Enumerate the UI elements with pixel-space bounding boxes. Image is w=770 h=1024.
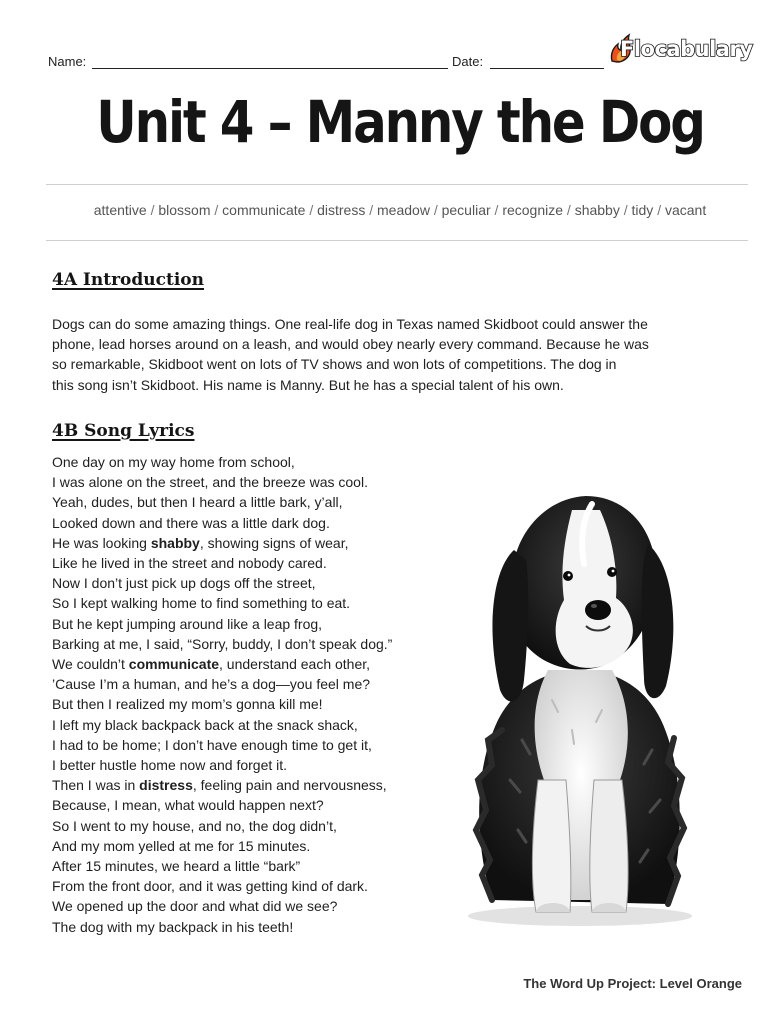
lyric-text: Looked down and there was a little dark dog. bbox=[52, 514, 330, 531]
vocab-word: peculiar bbox=[441, 202, 491, 218]
lyric-text: So I kept walking home to find something to eat. bbox=[52, 595, 351, 612]
lyric-text: After 15 minutes, we heard a little “bark” bbox=[52, 858, 301, 875]
lyric-text: ’Cause I’m a human, and he’s a dog—you feel me? bbox=[52, 676, 371, 693]
lyric-line bbox=[52, 755, 472, 775]
lyric-line bbox=[52, 896, 472, 916]
vocab-highlight: communicate bbox=[128, 656, 220, 673]
lyric-line bbox=[52, 694, 472, 714]
lyric-line bbox=[52, 674, 472, 694]
vocab-separator: / bbox=[146, 202, 159, 218]
name-label: Name: bbox=[48, 54, 87, 69]
lyric-text: I better hustle home now and forget it. bbox=[52, 757, 288, 774]
lyric-text: , understand each other, bbox=[219, 656, 371, 673]
intro-paragraph bbox=[52, 314, 712, 395]
lyric-line bbox=[52, 735, 472, 755]
lyric-text: But he kept jumping around like a leap frog, bbox=[52, 615, 323, 632]
lyrics-heading: 4B Song Lyrics bbox=[52, 421, 195, 441]
vocab-separator: / bbox=[563, 202, 575, 218]
lyric-line bbox=[52, 856, 472, 876]
lyric-text: I was alone on the street, and the breeze was cool. bbox=[52, 474, 368, 491]
lyric-line bbox=[52, 472, 472, 492]
divider-top bbox=[46, 184, 748, 185]
vocab-word: communicate bbox=[222, 202, 306, 218]
footer-text: The Word Up Project: Level Orange bbox=[523, 976, 742, 991]
vocab-separator: / bbox=[365, 202, 378, 218]
lyric-line bbox=[52, 492, 472, 512]
vocab-highlight: distress bbox=[139, 777, 193, 794]
vocab-word: tidy bbox=[631, 202, 654, 218]
date-label: Date: bbox=[452, 54, 484, 69]
lyric-text: The dog with my backpack in his teeth! bbox=[52, 918, 294, 935]
vocab-separator: / bbox=[653, 202, 665, 218]
vocab-word: shabby bbox=[574, 202, 620, 218]
lyric-line bbox=[52, 775, 472, 795]
name-field[interactable] bbox=[92, 68, 448, 69]
lyric-line bbox=[52, 452, 472, 472]
vocab-separator: / bbox=[429, 202, 442, 218]
lyric-text: Then I was in bbox=[52, 777, 140, 794]
vocab-separator: / bbox=[490, 202, 503, 218]
flocabulary-logo bbox=[606, 33, 752, 69]
intro-line: so remarkable, Skidboot went on lots of TV shows and won lots of competitions. The dog in bbox=[52, 356, 617, 373]
lyric-line bbox=[52, 715, 472, 735]
vocab-word: recognize bbox=[502, 202, 564, 218]
lyric-text: But then I realized my mom’s gonna kill me! bbox=[52, 696, 323, 713]
lyric-text: Because, I mean, what would happen next? bbox=[52, 797, 324, 814]
lyric-line bbox=[52, 614, 472, 634]
intro-heading: 4A Introduction bbox=[52, 270, 205, 290]
lyric-text: I had to be home; I don’t have enough time to get it, bbox=[52, 736, 372, 753]
lyric-text: , feeling pain and nervousness, bbox=[192, 777, 387, 794]
lyric-line bbox=[52, 795, 472, 815]
vocab-word: vacant bbox=[664, 202, 707, 218]
lyric-line bbox=[52, 836, 472, 856]
dog-photo-icon bbox=[452, 480, 702, 930]
lyric-line bbox=[52, 876, 472, 896]
lyric-line bbox=[52, 513, 472, 533]
lyric-text: Yeah, dudes, but then I heard a little bark, y’all, bbox=[52, 494, 343, 511]
lyric-text: , showing signs of wear, bbox=[199, 534, 349, 551]
lyric-text: One day on my way home from school, bbox=[52, 454, 295, 470]
lyric-text: And my mom yelled at me for 15 minutes. bbox=[52, 837, 311, 854]
lyric-text: Now I don’t just pick up dogs off the street, bbox=[52, 575, 316, 592]
lyric-text: From the front door, and it was getting kind of dark. bbox=[52, 878, 368, 895]
vocab-word: distress bbox=[317, 202, 366, 218]
date-field[interactable] bbox=[490, 68, 604, 69]
lyric-line bbox=[52, 816, 472, 836]
vocab-separator: / bbox=[210, 202, 223, 218]
vocab-word: attentive bbox=[93, 202, 147, 218]
vocab-separator: / bbox=[619, 202, 632, 218]
intro-line: phone, lead horses around on a leash, and would obey nearly every command. Because he was bbox=[52, 336, 649, 353]
lyric-line bbox=[52, 634, 472, 654]
vocab-highlight: shabby bbox=[150, 534, 200, 551]
logo-text: Flocabulary bbox=[620, 37, 753, 61]
lyric-line bbox=[52, 533, 472, 553]
lyric-text: So I went to my house, and no, the dog didn’t, bbox=[52, 817, 337, 834]
lyric-line bbox=[52, 593, 472, 613]
page-title: Unit 4 – Manny the Dog bbox=[96, 88, 704, 156]
lyric-text: I left my black backpack back at the snack shack, bbox=[52, 716, 358, 733]
divider-bottom bbox=[46, 240, 748, 241]
lyric-text: Barking at me, I said, “Sorry, buddy, I don’t speak dog.” bbox=[52, 635, 393, 652]
lyric-text: We couldn’t bbox=[52, 656, 129, 673]
lyric-line bbox=[52, 553, 472, 573]
lyric-line bbox=[52, 917, 472, 937]
lyric-text: He was looking bbox=[52, 534, 151, 551]
intro-line: Dogs can do some amazing things. One real-life dog in Texas named Skidboot could answer the bbox=[52, 316, 648, 332]
vocab-word: meadow bbox=[377, 202, 430, 218]
vocab-word-list bbox=[0, 202, 770, 218]
vocab-word: blossom bbox=[158, 202, 211, 218]
lyric-text: We opened up the door and what did we see? bbox=[52, 898, 338, 915]
lyrics-list bbox=[52, 452, 472, 937]
vocab-separator: / bbox=[305, 202, 318, 218]
lyric-line bbox=[52, 654, 472, 674]
lyric-line bbox=[52, 573, 472, 593]
intro-line: this song isn’t Skidboot. His name is Manny. But he has a special talent of his own. bbox=[52, 376, 564, 393]
lyric-text: Like he lived in the street and nobody cared. bbox=[52, 555, 327, 572]
